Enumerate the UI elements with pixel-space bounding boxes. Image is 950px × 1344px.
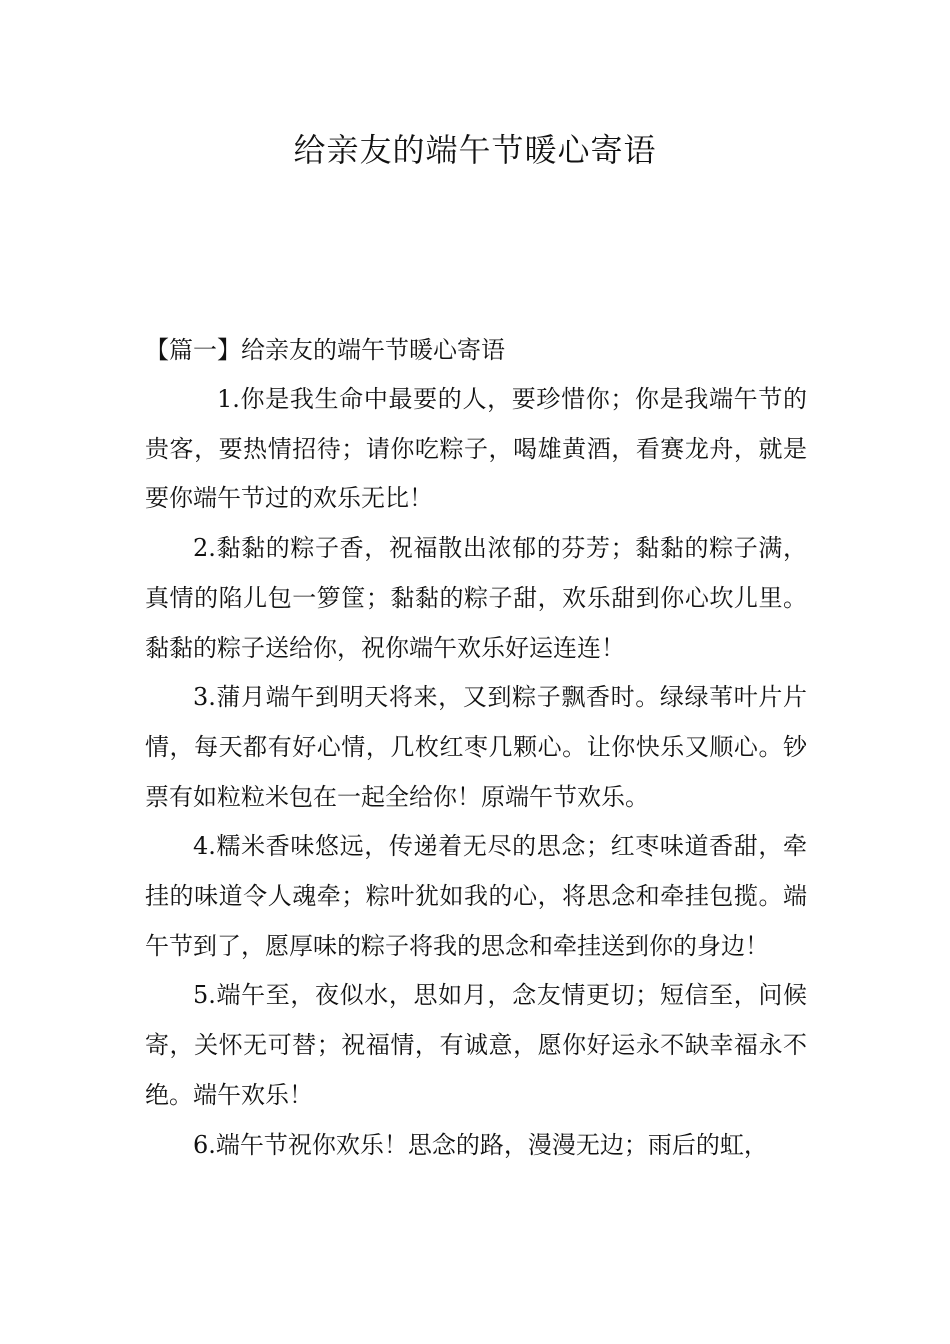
paragraph-5: 5.端午至，夜似水，思如月，念友情更切；短信至，问候寄，关怀无可替；祝福情，有诚意，愿你好运永不缺幸福永不绝。端午欢乐！	[145, 981, 807, 1109]
paragraph-6: 6.端午节祝你欢乐！思念的路，漫漫无边；雨后的虹，	[193, 1130, 768, 1159]
section-heading: 【篇一】给亲友的端午节暖心寄语	[145, 336, 505, 364]
paragraph-2: 2.黏黏的粽子香，祝福散出浓郁的芬芳；黏黏的粽子满，真情的陷儿包一箩筐；黏黏的粽子甜，欢乐甜到你心坎儿里。黏黏的粽子送给你，祝你端午欢乐好运连连！	[145, 534, 807, 662]
paragraph-4: 4.糯米香味悠远，传递着无尽的思念；红枣味道香甜，牵挂的味道令人魂牵；粽叶犹如我的心，将思念和牵挂包揽。端午节到了，愿厚味的粽子将我的思念和牵挂送到你的身边！	[145, 832, 807, 960]
paragraph-1: 1.你是我生命中最要的人，要珍惜你；你是我端午节的贵客，要热情招待；请你吃粽子，喝雄黄酒，看赛龙舟，就是要你端午节过的欢乐无比！	[145, 385, 807, 513]
paragraph-3: 3.蒲月端午到明天将来，又到粽子飘香时。绿绿苇叶片片情，每天都有好心情，几枚红枣几颗心。让你快乐又顺心。钞票有如粒粒米包在一起全给你！原端午节欢乐。	[145, 683, 807, 811]
document-title: 给亲友的端午节暖心寄语	[293, 131, 657, 169]
document-body	[145, 325, 807, 1170]
